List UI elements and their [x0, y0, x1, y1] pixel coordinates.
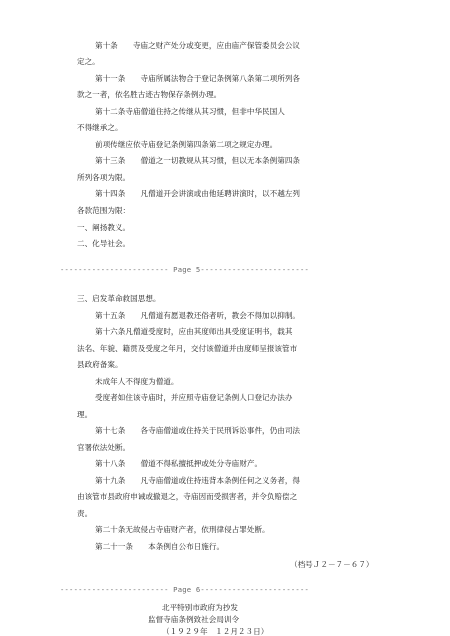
text-line: 县政府备案。	[77, 360, 123, 369]
text-line: 第十二条寺庙僧道住持之传继从其习惯，但非中华民国人	[95, 107, 285, 116]
text-line: 理。	[77, 410, 93, 419]
text-line: 第十六条凡僧道受度时，应由其度师出具受度证明书，载其	[95, 327, 293, 336]
page-separator: ------------------------ Page 6------------------------	[60, 585, 309, 594]
text-line: 各款范围为限：	[77, 206, 131, 215]
text-line: 第十八条 僧道不得私擅抵押或处分寺庙财产。	[95, 459, 263, 468]
text-line: 第十一条 寺庙所属法物合于登记条例第八条第二项所列各	[95, 74, 301, 83]
document-title: 北平特别市政府为抄发	[162, 603, 238, 612]
text-line: 受度者如住该寺庙时，并应照寺庙登记条例人口登记办法办	[95, 393, 293, 402]
document-date: （１９２９年 １２月２３日）	[162, 627, 269, 636]
text-line: 第二十一条 本条例自公布日施行。	[95, 542, 225, 551]
text-line: 由该管市县政府申诫或撤退之，寺庙因而受损害者，并令负赔偿之	[77, 492, 298, 501]
text-line: 官署依法处断。	[77, 443, 131, 452]
document-subtitle: 监督寺庙条例致社会局训令	[148, 615, 240, 624]
text-line: 第十四条 凡僧道开会讲演或由他延聘讲演时，以不越左列	[95, 189, 301, 198]
text-line: 第十五条 凡僧道有愿退教还俗者听，教会不得加以抑制。	[95, 311, 301, 320]
text-line: 第十七条 各寺庙僧道或住持关于民刑诉讼事件，仍由司法	[95, 426, 301, 435]
text-line: 一、阐扬教义。	[77, 223, 131, 232]
text-line: 不得继承之。	[77, 123, 123, 132]
text-line: 法名、年貌、籍贯及受度之年月，交付该僧道并由度师呈报该管市	[77, 344, 298, 353]
text-line: 未成年人不得度为僧道。	[95, 377, 179, 386]
text-line: 第二十条无故侵占寺庙财产者，依刑律侵占罪处断。	[95, 525, 270, 534]
text-line: 第十三条 僧道之一切教规从其习惯，但以无本条例第四条	[95, 156, 301, 165]
text-line: 定之。	[77, 57, 100, 66]
archive-reference: （档号Ｊ２－７－６７）	[290, 560, 374, 569]
text-line: 二、化导社会。	[77, 239, 131, 248]
page-separator: ------------------------ Page 5------------------------	[60, 265, 309, 274]
text-line: 责。	[77, 509, 93, 518]
text-line: 前项传继应依寺庙登记条例第四条第二项之规定办理。	[95, 140, 278, 149]
text-line: 款之一者，依名胜古迹古物保存条例办理。	[77, 90, 222, 99]
text-line: 三、启发革命救国思想。	[77, 294, 161, 303]
text-line: 所列各项为限。	[77, 173, 131, 182]
text-line: 第十条 寺庙之财产处分或变更，应由庙产保管委员会公议	[95, 41, 301, 50]
text-line: 第十九条 凡寺庙僧道或住持违背本条例任何之义务者，得	[95, 476, 301, 485]
